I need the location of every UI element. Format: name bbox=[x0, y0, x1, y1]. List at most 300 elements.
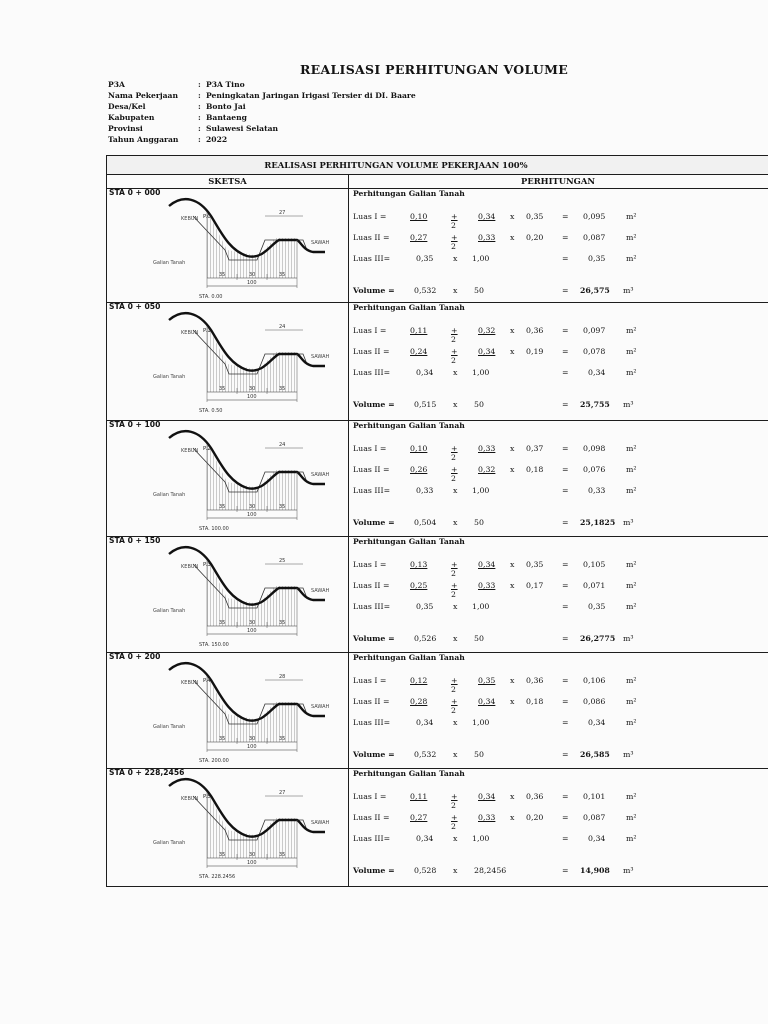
luas2-b: 0,33 bbox=[478, 581, 496, 590]
luas1-times: x bbox=[510, 560, 515, 569]
cross-section-sketch bbox=[107, 536, 347, 652]
luas1-unit: m² bbox=[626, 444, 637, 453]
table-heading: REALISASI PERHITUNGAN VOLUME PEKERJAAN 100% bbox=[107, 156, 768, 175]
volume-unit: m³ bbox=[623, 750, 634, 759]
luas3-eq: = bbox=[562, 718, 569, 727]
luas1-plus: + bbox=[451, 326, 458, 335]
volume-label: Volume = bbox=[353, 634, 395, 643]
luas3-a: 0,35 bbox=[416, 254, 434, 263]
info-label: Tahun Anggaran bbox=[108, 134, 179, 144]
label-dim-30: 30 bbox=[249, 272, 256, 278]
luas2-two: 2 bbox=[451, 822, 456, 831]
luas1-label: Luas I = bbox=[353, 444, 387, 453]
calc-title: Perhitungan Galian Tanah bbox=[353, 769, 465, 778]
info-separator: : bbox=[198, 90, 201, 100]
luas2-c: 0,18 bbox=[526, 697, 544, 706]
label-point: P.5 bbox=[203, 794, 211, 800]
luas3-result: 0,34 bbox=[588, 718, 606, 727]
label-dim-35-left: 35 bbox=[219, 272, 226, 278]
luas1-result: 0,097 bbox=[583, 326, 606, 335]
info-label: Kabupaten bbox=[108, 112, 155, 122]
luas1-result: 0,106 bbox=[583, 676, 606, 685]
luas2-plus: + bbox=[451, 465, 458, 474]
volume-a: 0,532 bbox=[414, 286, 437, 295]
label-dim-30: 30 bbox=[249, 504, 256, 510]
luas3-unit: m² bbox=[626, 834, 637, 843]
volume-a: 0,504 bbox=[414, 518, 437, 527]
calc-title: Perhitungan Galian Tanah bbox=[353, 653, 465, 662]
ground-line bbox=[169, 663, 325, 720]
luas2-result: 0,071 bbox=[583, 581, 606, 590]
table-column-headers bbox=[107, 174, 768, 189]
volume-b: 50 bbox=[474, 286, 484, 295]
label-dim-30: 30 bbox=[249, 852, 256, 858]
luas3-label: Luas III= bbox=[353, 486, 391, 495]
ground-line bbox=[169, 547, 325, 604]
volume-b: 50 bbox=[474, 518, 484, 527]
label-kebun: KEBUN bbox=[181, 330, 199, 336]
luas1-b: 0,34 bbox=[478, 560, 496, 569]
sta-section bbox=[107, 652, 768, 769]
label-dim-100: 100 bbox=[247, 860, 257, 866]
sta-section bbox=[107, 188, 768, 303]
volume-label: Volume = bbox=[353, 866, 395, 875]
info-value: Bonto Jai bbox=[206, 101, 246, 111]
label-dim-35-left: 35 bbox=[219, 386, 226, 392]
luas2-result: 0,087 bbox=[583, 813, 606, 822]
volume-eq: = bbox=[562, 286, 569, 295]
info-separator: : bbox=[198, 134, 201, 144]
volume-unit: m³ bbox=[623, 866, 634, 875]
luas1-b: 0,34 bbox=[478, 212, 496, 221]
volume-unit: m³ bbox=[623, 286, 634, 295]
luas1-two: 2 bbox=[451, 335, 456, 344]
luas2-two: 2 bbox=[451, 242, 456, 251]
label-dim-35-right: 35 bbox=[279, 386, 286, 392]
luas2-times: x bbox=[510, 697, 515, 706]
sta-label: STA 0 + 228,2456 bbox=[109, 768, 185, 777]
info-row bbox=[108, 135, 416, 146]
volume-label: Volume = bbox=[353, 400, 395, 409]
volume-b: 50 bbox=[474, 400, 484, 409]
luas2-b: 0,33 bbox=[478, 813, 496, 822]
ground-line bbox=[169, 313, 325, 370]
luas1-unit: m² bbox=[626, 792, 637, 801]
label-point: P.3 bbox=[203, 562, 211, 568]
label-galian-tanah: Galian Tanah bbox=[153, 840, 186, 846]
luas3-b: 1,00 bbox=[472, 718, 490, 727]
excavation-area bbox=[207, 790, 297, 858]
luas2-label: Luas II = bbox=[353, 233, 390, 242]
luas3-eq: = bbox=[562, 602, 569, 611]
info-value: Peningkatan Jaringan Irigasi Tersier di DI. Baare bbox=[206, 90, 416, 100]
luas3-result: 0,35 bbox=[588, 254, 606, 263]
label-top-width: 27 bbox=[279, 210, 286, 216]
label-dim-35-right: 35 bbox=[279, 852, 286, 858]
label-sta-small: STA. 0.00 bbox=[199, 294, 223, 300]
label-galian-tanah: Galian Tanah bbox=[153, 260, 186, 266]
label-sta-small: STA. 0.50 bbox=[199, 408, 223, 414]
volume-eq: = bbox=[562, 750, 569, 759]
luas3-label: Luas III= bbox=[353, 834, 391, 843]
calculation-cell bbox=[348, 302, 768, 420]
label-dim-35-left: 35 bbox=[219, 620, 226, 626]
volume-unit: m³ bbox=[623, 634, 634, 643]
label-kebun: KEBUN bbox=[181, 680, 199, 686]
label-dim-35-right: 35 bbox=[279, 504, 286, 510]
luas3-b: 1,00 bbox=[472, 254, 490, 263]
luas1-b: 0,34 bbox=[478, 792, 496, 801]
luas2-b: 0,34 bbox=[478, 347, 496, 356]
volume-table bbox=[106, 155, 768, 887]
luas1-eq: = bbox=[562, 792, 569, 801]
sketch-cell bbox=[107, 652, 349, 768]
info-row bbox=[108, 124, 416, 135]
luas2-c: 0,20 bbox=[526, 233, 544, 242]
volume-times: x bbox=[453, 750, 458, 759]
label-dim-35-right: 35 bbox=[279, 620, 286, 626]
column-header-calculation: PERHITUNGAN bbox=[521, 176, 595, 186]
luas1-label: Luas I = bbox=[353, 560, 387, 569]
luas1-times: x bbox=[510, 444, 515, 453]
luas1-two: 2 bbox=[451, 801, 456, 810]
luas3-eq: = bbox=[562, 486, 569, 495]
label-top-width: 25 bbox=[279, 558, 286, 564]
luas1-a: 0,13 bbox=[410, 560, 428, 569]
luas2-c: 0,19 bbox=[526, 347, 544, 356]
volume-times: x bbox=[453, 866, 458, 875]
luas1-label: Luas I = bbox=[353, 326, 387, 335]
label-sta-small: STA. 150.00 bbox=[199, 642, 229, 648]
luas3-unit: m² bbox=[626, 602, 637, 611]
volume-eq: = bbox=[562, 866, 569, 875]
label-dim-30: 30 bbox=[249, 620, 256, 626]
label-sawah: SAWAH bbox=[311, 820, 330, 826]
luas1-two: 2 bbox=[451, 221, 456, 230]
volume-a: 0,526 bbox=[414, 634, 437, 643]
volume-unit: m³ bbox=[623, 518, 634, 527]
info-label: P3A bbox=[108, 80, 125, 89]
label-dim-100: 100 bbox=[247, 280, 257, 286]
sta-label: STA 0 + 050 bbox=[109, 302, 161, 311]
info-label: Provinsi bbox=[108, 123, 143, 133]
luas2-b: 0,33 bbox=[478, 233, 496, 242]
luas2-eq: = bbox=[562, 347, 569, 356]
label-dim-35-left: 35 bbox=[219, 852, 226, 858]
luas1-unit: m² bbox=[626, 676, 637, 685]
luas1-c: 0,36 bbox=[526, 326, 544, 335]
luas2-times: x bbox=[510, 581, 515, 590]
info-separator: : bbox=[198, 80, 201, 89]
excavation-area bbox=[207, 558, 297, 626]
info-row bbox=[108, 113, 416, 124]
column-header-sketch: SKETSA bbox=[107, 174, 349, 188]
luas3-a: 0,35 bbox=[416, 602, 434, 611]
info-label: Desa/Kel bbox=[108, 101, 146, 111]
luas3-unit: m² bbox=[626, 486, 637, 495]
cross-section-sketch bbox=[107, 420, 347, 536]
luas1-eq: = bbox=[562, 676, 569, 685]
label-dim-30: 30 bbox=[249, 736, 256, 742]
sta-section bbox=[107, 302, 768, 421]
luas2-times: x bbox=[510, 233, 515, 242]
luas1-label: Luas I = bbox=[353, 676, 387, 685]
luas2-c: 0,18 bbox=[526, 465, 544, 474]
luas2-result: 0,078 bbox=[583, 347, 606, 356]
luas2-two: 2 bbox=[451, 474, 456, 483]
luas2-unit: m² bbox=[626, 581, 637, 590]
info-value: Bantaeng bbox=[206, 112, 247, 122]
info-row bbox=[108, 80, 416, 91]
luas2-plus: + bbox=[451, 581, 458, 590]
label-point: P.1 bbox=[203, 328, 211, 334]
volume-result: 26,2775 bbox=[580, 634, 616, 643]
luas2-result: 0,086 bbox=[583, 697, 606, 706]
label-top-width: 28 bbox=[279, 674, 286, 680]
label-kebun: KEBUN bbox=[181, 216, 199, 222]
luas2-a: 0,24 bbox=[410, 347, 428, 356]
luas2-a: 0,28 bbox=[410, 697, 428, 706]
label-top-width: 24 bbox=[279, 442, 286, 448]
volume-b: 28,2456 bbox=[474, 866, 507, 875]
luas2-a: 0,25 bbox=[410, 581, 428, 590]
luas1-result: 0,095 bbox=[583, 212, 606, 221]
luas2-label: Luas II = bbox=[353, 813, 390, 822]
volume-result: 14,908 bbox=[580, 866, 610, 875]
luas1-result: 0,098 bbox=[583, 444, 606, 453]
luas2-label: Luas II = bbox=[353, 697, 390, 706]
info-separator: : bbox=[198, 123, 201, 133]
luas3-b: 1,00 bbox=[472, 368, 490, 377]
luas1-c: 0,35 bbox=[526, 560, 544, 569]
luas1-times: x bbox=[510, 212, 515, 221]
label-kebun: KEBUN bbox=[181, 796, 199, 802]
luas1-eq: = bbox=[562, 326, 569, 335]
calc-title: Perhitungan Galian Tanah bbox=[353, 537, 465, 546]
luas3-times: x bbox=[453, 834, 458, 843]
ground-line bbox=[169, 431, 325, 488]
luas1-label: Luas I = bbox=[353, 792, 387, 801]
luas2-unit: m² bbox=[626, 697, 637, 706]
volume-eq: = bbox=[562, 400, 569, 409]
volume-times: x bbox=[453, 286, 458, 295]
project-info bbox=[108, 80, 416, 145]
luas1-result: 0,101 bbox=[583, 792, 606, 801]
excavation-area bbox=[207, 442, 297, 510]
luas3-result: 0,33 bbox=[588, 486, 606, 495]
label-dim-35-right: 35 bbox=[279, 736, 286, 742]
luas2-plus: + bbox=[451, 347, 458, 356]
volume-eq: = bbox=[562, 634, 569, 643]
luas1-eq: = bbox=[562, 560, 569, 569]
luas1-unit: m² bbox=[626, 560, 637, 569]
luas3-eq: = bbox=[562, 368, 569, 377]
label-dim-100: 100 bbox=[247, 744, 257, 750]
luas3-eq: = bbox=[562, 834, 569, 843]
volume-result: 25,755 bbox=[580, 400, 610, 409]
luas1-two: 2 bbox=[451, 453, 456, 462]
luas1-eq: = bbox=[562, 212, 569, 221]
luas2-plus: + bbox=[451, 697, 458, 706]
luas2-two: 2 bbox=[451, 590, 456, 599]
sta-label: STA 0 + 150 bbox=[109, 536, 161, 545]
label-sta-small: STA. 200.00 bbox=[199, 758, 229, 764]
volume-b: 50 bbox=[474, 634, 484, 643]
volume-result: 26,575 bbox=[580, 286, 610, 295]
label-dim-35-left: 35 bbox=[219, 504, 226, 510]
label-point: P.0 bbox=[203, 214, 211, 220]
label-sawah: SAWAH bbox=[311, 588, 330, 594]
luas2-result: 0,087 bbox=[583, 233, 606, 242]
luas2-times: x bbox=[510, 347, 515, 356]
label-dim-100: 100 bbox=[247, 512, 257, 518]
luas3-label: Luas III= bbox=[353, 368, 391, 377]
volume-times: x bbox=[453, 518, 458, 527]
luas3-times: x bbox=[453, 718, 458, 727]
sta-label: STA 0 + 000 bbox=[109, 188, 161, 197]
luas2-result: 0,076 bbox=[583, 465, 606, 474]
label-sawah: SAWAH bbox=[311, 704, 330, 710]
calculation-cell bbox=[348, 536, 768, 652]
luas1-plus: + bbox=[451, 444, 458, 453]
luas1-a: 0,10 bbox=[410, 444, 428, 453]
calculation-cell bbox=[348, 420, 768, 536]
label-dim-30: 30 bbox=[249, 386, 256, 392]
luas2-two: 2 bbox=[451, 356, 456, 365]
luas1-unit: m² bbox=[626, 326, 637, 335]
volume-a: 0,532 bbox=[414, 750, 437, 759]
info-separator: : bbox=[198, 101, 201, 111]
luas2-unit: m² bbox=[626, 465, 637, 474]
info-separator: : bbox=[198, 112, 201, 122]
luas2-a: 0,26 bbox=[410, 465, 428, 474]
label-sta-small: STA. 100.00 bbox=[199, 526, 229, 532]
luas1-result: 0,105 bbox=[583, 560, 606, 569]
luas1-c: 0,36 bbox=[526, 792, 544, 801]
excavation-area bbox=[207, 324, 297, 392]
luas1-c: 0,35 bbox=[526, 212, 544, 221]
luas1-a: 0,11 bbox=[410, 326, 428, 335]
luas3-unit: m² bbox=[626, 368, 637, 377]
ground-line bbox=[169, 779, 325, 836]
luas2-c: 0,20 bbox=[526, 813, 544, 822]
volume-label: Volume = bbox=[353, 750, 395, 759]
sketch-cell bbox=[107, 302, 349, 420]
volume-a: 0,528 bbox=[414, 866, 437, 875]
luas3-unit: m² bbox=[626, 254, 637, 263]
label-galian-tanah: Galian Tanah bbox=[153, 608, 186, 614]
cross-section-sketch bbox=[107, 188, 347, 302]
label-sawah: SAWAH bbox=[311, 354, 330, 360]
luas3-a: 0,33 bbox=[416, 486, 434, 495]
luas1-b: 0,32 bbox=[478, 326, 496, 335]
luas2-unit: m² bbox=[626, 233, 637, 242]
luas3-eq: = bbox=[562, 254, 569, 263]
label-dim-35-right: 35 bbox=[279, 272, 286, 278]
cross-section-sketch bbox=[107, 302, 347, 420]
luas2-label: Luas II = bbox=[353, 581, 390, 590]
calc-title: Perhitungan Galian Tanah bbox=[353, 189, 465, 198]
label-dim-100: 100 bbox=[247, 628, 257, 634]
luas1-b: 0,35 bbox=[478, 676, 496, 685]
luas3-unit: m² bbox=[626, 718, 637, 727]
volume-label: Volume = bbox=[353, 518, 395, 527]
volume-unit: m³ bbox=[623, 400, 634, 409]
luas1-c: 0,37 bbox=[526, 444, 544, 453]
luas1-times: x bbox=[510, 326, 515, 335]
label-point: P.4 bbox=[203, 678, 211, 684]
luas1-two: 2 bbox=[451, 685, 456, 694]
luas3-label: Luas III= bbox=[353, 602, 391, 611]
luas2-eq: = bbox=[562, 581, 569, 590]
luas3-b: 1,00 bbox=[472, 602, 490, 611]
luas1-a: 0,11 bbox=[410, 792, 428, 801]
luas3-result: 0,34 bbox=[588, 834, 606, 843]
volume-times: x bbox=[453, 634, 458, 643]
volume-label: Volume = bbox=[353, 286, 395, 295]
luas2-times: x bbox=[510, 813, 515, 822]
luas2-eq: = bbox=[562, 697, 569, 706]
info-value: 2022 bbox=[206, 134, 228, 144]
excavation-area bbox=[207, 210, 297, 278]
luas1-plus: + bbox=[451, 792, 458, 801]
luas3-result: 0,34 bbox=[588, 368, 606, 377]
luas3-times: x bbox=[453, 254, 458, 263]
label-sawah: SAWAH bbox=[311, 240, 330, 246]
luas2-label: Luas II = bbox=[353, 465, 390, 474]
calculation-cell bbox=[348, 188, 768, 302]
luas1-a: 0,10 bbox=[410, 212, 428, 221]
label-dim-100: 100 bbox=[247, 394, 257, 400]
label-sawah: SAWAH bbox=[311, 472, 330, 478]
luas1-plus: + bbox=[451, 560, 458, 569]
luas1-times: x bbox=[510, 676, 515, 685]
calc-title: Perhitungan Galian Tanah bbox=[353, 421, 465, 430]
luas3-a: 0,34 bbox=[416, 718, 434, 727]
luas3-label: Luas III= bbox=[353, 254, 391, 263]
volume-times: x bbox=[453, 400, 458, 409]
label-sta-small: STA. 228.2456 bbox=[199, 874, 236, 880]
sta-section bbox=[107, 420, 768, 537]
luas1-c: 0,36 bbox=[526, 676, 544, 685]
luas3-label: Luas III= bbox=[353, 718, 391, 727]
calculation-cell bbox=[348, 768, 768, 886]
luas3-result: 0,35 bbox=[588, 602, 606, 611]
luas1-b: 0,33 bbox=[478, 444, 496, 453]
label-kebun: KEBUN bbox=[181, 448, 199, 454]
sta-label: STA 0 + 100 bbox=[109, 420, 161, 429]
luas1-two: 2 bbox=[451, 569, 456, 578]
luas3-times: x bbox=[453, 602, 458, 611]
sketch-cell bbox=[107, 768, 349, 886]
label-dim-35-left: 35 bbox=[219, 736, 226, 742]
info-value: P3A Tino bbox=[206, 80, 245, 89]
luas2-eq: = bbox=[562, 813, 569, 822]
ground-line bbox=[169, 199, 325, 256]
luas2-c: 0,17 bbox=[526, 581, 544, 590]
luas2-label: Luas II = bbox=[353, 347, 390, 356]
sta-label: STA 0 + 200 bbox=[109, 652, 161, 661]
luas1-label: Luas I = bbox=[353, 212, 387, 221]
luas2-a: 0,27 bbox=[410, 233, 428, 242]
luas2-plus: + bbox=[451, 233, 458, 242]
label-galian-tanah: Galian Tanah bbox=[153, 724, 186, 730]
luas2-eq: = bbox=[562, 233, 569, 242]
label-top-width: 27 bbox=[279, 790, 286, 796]
info-row bbox=[108, 102, 416, 113]
label-galian-tanah: Galian Tanah bbox=[153, 374, 186, 380]
luas3-times: x bbox=[453, 368, 458, 377]
